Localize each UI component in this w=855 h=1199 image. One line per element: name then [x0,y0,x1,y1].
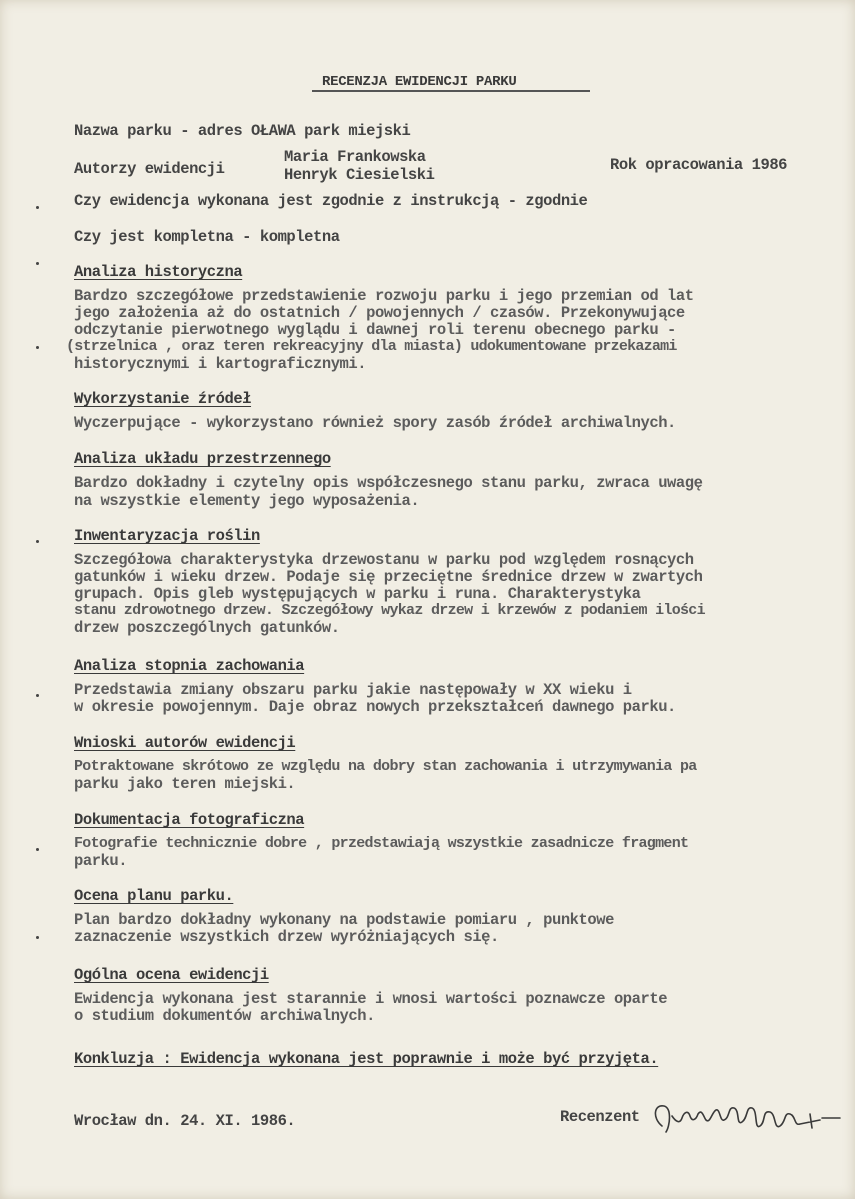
conclusion: Konkluzja : Ewidencja wykonana jest poprawnie i może być przyjęta. [74,1050,659,1068]
section-line: w okresie powojennym. Daje obraz nowych przekształceń dawnego parku. [74,698,676,716]
margin-mark [36,206,39,209]
year-of-study: Rok opracowania 1986 [610,156,788,174]
section-line: stanu zdrowotnego drzew. Szczegółowy wykaz drzew i krzewów z podaniem ilości [74,602,705,619]
section-line: parku jako teren miejski. [74,775,296,793]
section-heading: Inwentaryzacja roślin [74,527,260,545]
park-name-line: Nazwa parku - adres OŁAWA park miejski [74,122,411,140]
section-heading: Ogólna ocena ewidencji [74,966,269,984]
section-line: Plan bardzo dokładny wykonany na podstawie pomiaru , punktowe [74,911,614,929]
margin-mark [36,848,39,851]
section-line: gatunków i wieku drzew. Podaje się przeciętne średnice drzew w zwartych [74,568,703,586]
section-line: Bardzo szczegółowe przedstawienie rozwoju parku i jego przemian od lat [74,287,694,305]
reviewer-signature [650,1096,845,1146]
section-line: Szczegółowa charakterystyka drzewostanu w parku pod względem rosnących [74,551,694,569]
document-title: RECENZJA EWIDENCJI PARKU [322,74,517,90]
author-2: Henryk Ciesielski [284,166,435,184]
margin-mark [36,540,39,543]
section-line: Fotografie technicznie dobre , przedstawiają wszystkie zasadnicze fragment [74,835,689,852]
section-line: zaznaczenie wszystkich drzew wyróżniających się. [74,928,499,946]
section-line: Bardzo dokładny i czytelny opis współczesnego stanu parku, zwraca uwagę [74,474,703,492]
section-heading: Dokumentacja fotograficzna [74,811,305,829]
title-underline [312,90,590,92]
section-heading: Analiza historyczna [74,263,243,281]
section-heading: Analiza stopnia zachowania [74,657,305,675]
section-line: drzew poszczególnych gatunków. [74,619,340,637]
section-heading: Wykorzystanie źródeł [74,390,252,408]
margin-mark [36,262,39,265]
section-line: Potraktowane skrótowo ze względu na dobry stan zachowania i utrzymywania pa [74,758,697,775]
section-line: parku. [74,852,128,870]
section-line: odczytanie pierwotnego wyglądu i dawnej roli terenu obecnego parku - [74,321,676,339]
section-heading: Analiza układu przestrzennego [74,450,331,468]
section-heading: Wnioski autorów ewidencji [74,734,296,752]
question-complete: Czy jest kompletna - kompletna [74,228,340,246]
margin-mark [36,694,39,697]
author-1: Maria Frankowska [284,148,426,166]
section-line: na wszystkie elementy jego wyposażenia. [74,492,420,510]
place-and-date: Wrocław dn. 24. XI. 1986. [74,1112,296,1130]
section-line: Przedstawia zmiany obszaru parku jakie następowały w XX wieku i [74,681,632,699]
section-line: (strzelnica , oraz teren rekreacyjny dla miasta) udokumentowane przekazami [66,338,677,355]
question-compliant: Czy ewidencja wykonana jest zgodnie z instrukcją - zgodnie [74,192,588,210]
reviewer-label: Recenzent [560,1108,640,1126]
margin-mark [36,346,39,349]
section-line: historycznymi i kartograficznymi. [74,355,367,373]
section-heading: Ocena planu parku. [74,887,234,905]
authors-label: Autorzy ewidencji [74,160,225,178]
section-line: grupach. Opis gleb występujących w parku i runa. Charakterystyka [74,585,641,603]
section-line: Wyczerpujące - wykorzystano również spory zasób źródeł archiwalnych. [74,414,676,432]
margin-mark [36,936,39,939]
section-line: o studium dokumentów archiwalnych. [74,1007,375,1025]
section-line: Ewidencja wykonana jest starannie i wnosi wartości poznawcze oparte [74,990,668,1008]
section-line: jego założenia aż do ostatnich / powojennych / czasów. Przekonywujące [74,304,685,322]
